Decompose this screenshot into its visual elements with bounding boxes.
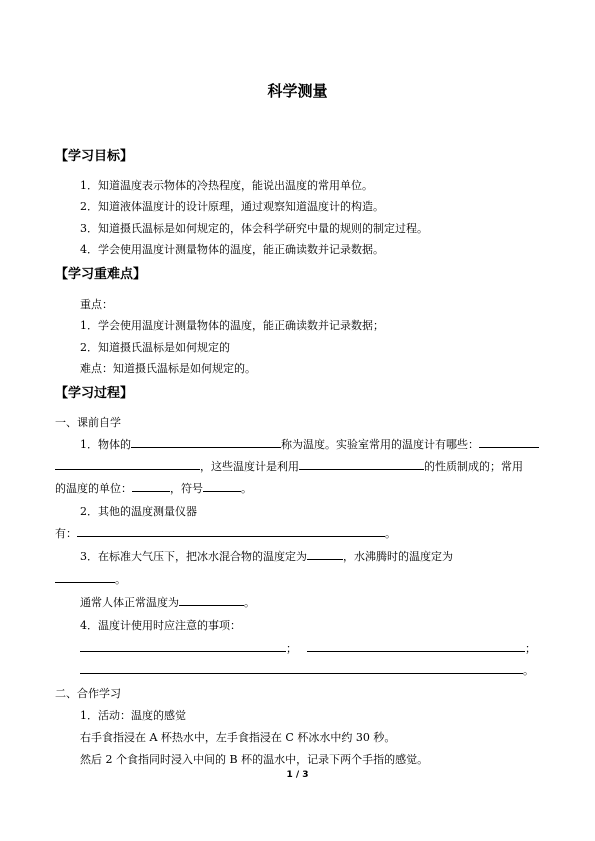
page-number: 1 / 3: [286, 770, 309, 780]
question-1-line-2: [55, 458, 523, 474]
part1-label: 一、课前自学: [55, 416, 121, 429]
q3-text-c: 。: [115, 573, 126, 586]
q1-text-a: 1．物体的: [80, 438, 131, 451]
goal-item-1: 1．知道温度表示物体的冷热程度，能说出温度的常用单位。: [80, 179, 373, 192]
q1-text-g: 。: [241, 482, 252, 495]
goal-item-3: 3．知道摄氏温标是如何规定的，体会科学研究中量的规则的制定过程。: [80, 222, 428, 235]
q1-text-f: ，符号: [170, 482, 203, 495]
blank-field[interactable]: [307, 640, 525, 652]
blank-field[interactable]: [179, 594, 244, 606]
page-title: 科学测量: [267, 82, 328, 100]
goals-heading: 【学习目标】: [55, 149, 134, 164]
blank-field[interactable]: [307, 548, 343, 560]
blank-field[interactable]: [55, 571, 115, 583]
question-2-line-1: 2．其他的温度测量仪器: [80, 505, 197, 518]
q1-text-c: ，这些温度计是利用: [200, 460, 299, 473]
question-3-line-2: [55, 571, 126, 587]
q4-semicolon-2: ；: [525, 642, 536, 655]
question-1-line-3: [55, 480, 252, 496]
q3-text-e: 。: [244, 596, 255, 609]
q4-period: 。: [523, 664, 534, 677]
q2-text-b: 有：: [55, 527, 77, 540]
blank-field[interactable]: [479, 436, 539, 448]
blank-field[interactable]: [55, 458, 200, 470]
q2-text-c: 。: [385, 527, 396, 540]
q3-text-a: 3．在标准大气压下，把冰水混合物的温度定为: [80, 550, 307, 563]
blank-field[interactable]: [131, 436, 281, 448]
process-heading: 【学习过程】: [55, 386, 134, 401]
question-4-line-2: [80, 662, 534, 678]
q1-text-d: 的性质制成的；常用: [424, 460, 523, 473]
q1-text-b: 称为温度。实验室常用的温度计有哪些：: [281, 438, 479, 451]
q3-text-b: ，水沸腾时的温度定为: [343, 550, 453, 563]
focus-item-1: 1．学会使用温度计测量物体的温度，能正确读数并记录数据；: [80, 319, 384, 332]
q4-semicolon-1: ；: [286, 642, 297, 655]
question-2-line-2: [55, 525, 396, 541]
blank-field[interactable]: [299, 458, 424, 470]
blank-field[interactable]: [132, 480, 170, 492]
focus-label: 重点：: [80, 298, 113, 311]
question-4-line-1: [80, 640, 536, 656]
part2-label: 二、合作学习: [55, 687, 121, 700]
activity-title: 1．活动：温度的感觉: [80, 709, 186, 722]
q1-text-e: 的温度的单位：: [55, 482, 132, 495]
difficulty-text: 难点：知道摄氏温标是如何规定的。: [80, 362, 256, 375]
goal-item-4: 4．学会使用温度计测量物体的温度，能正确读数并记录数据。: [80, 243, 384, 256]
activity-step-2: 然后 2 个食指同时浸入中间的 B 杯的温水中，记录下两个手指的感觉。: [80, 753, 429, 766]
question-4-label: 4．温度计使用时应注意的事项：: [80, 619, 241, 632]
blank-field[interactable]: [203, 480, 241, 492]
goal-item-2: 2．知道液体温度计的设计原理，通过观察知道温度计的构造。: [80, 200, 384, 213]
blank-field[interactable]: [77, 525, 385, 537]
focus-item-2: 2．知道摄氏温标是如何规定的: [80, 341, 230, 354]
q3-text-d: 通常人体正常温度为: [80, 596, 179, 609]
question-3-line-1: [80, 548, 453, 564]
question-3-line-3: [80, 594, 255, 610]
question-1-line-1: [80, 436, 539, 452]
blank-field[interactable]: [80, 662, 523, 674]
activity-step-1: 右手食指浸在 A 杯热水中，左手食指浸在 C 杯冰水中约 30 秒。: [80, 731, 396, 744]
blank-field[interactable]: [80, 640, 286, 652]
key-points-heading: 【学习重难点】: [55, 267, 147, 282]
